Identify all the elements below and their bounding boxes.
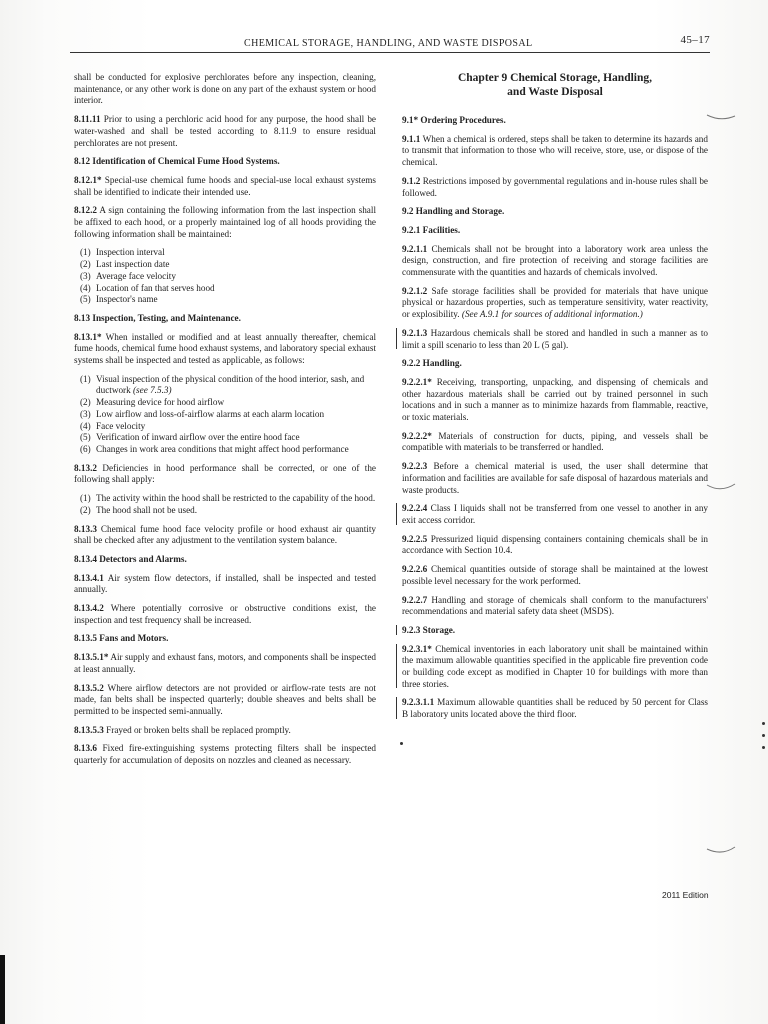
heading-8-12: 8.12 Identification of Chemical Fume Hood Systems. — [74, 156, 280, 167]
section-number: 9.2.2.4 — [402, 503, 428, 514]
section-number: 8.13.4.2 — [74, 603, 104, 614]
section-text: Materials of construction for ducts, piping, and vessels shall be compatible with materials to be transferred or handled. — [402, 430, 709, 453]
list-item — [74, 409, 376, 421]
section-number: 8.13.3 — [74, 523, 97, 534]
list-item-number: (5) — [80, 294, 91, 305]
section-8-13-5-3 — [74, 725, 376, 737]
section-text: Frayed or broken belts shall be replaced promptly. — [106, 724, 291, 735]
section-text: Chemical quantities outside of storage shall be maintained at the lowest possible level necessary for the work performed. — [402, 564, 708, 586]
section-text: Class I liquids shall not be transferred from one vessel to another in any exit access corridor. — [402, 503, 709, 525]
section-8-13-1 — [74, 332, 376, 367]
heading-9-1: 9.1* Ordering Procedures. — [402, 115, 506, 125]
list-item-number: (4) — [80, 282, 91, 293]
header-title: CHEMICAL STORAGE, HANDLING, AND WASTE DISPOSAL — [244, 38, 533, 49]
section-9-1-2 — [402, 176, 708, 199]
section-8-12-2 — [74, 205, 376, 240]
section-number: 8.13.6 — [74, 743, 97, 754]
list-item — [74, 493, 376, 505]
list-item-number: (2) — [80, 397, 91, 408]
section-9-2-2-5 — [402, 534, 708, 557]
list-item — [74, 421, 376, 433]
margin-dot — [400, 742, 403, 745]
section-number: 8.13.1* — [74, 331, 102, 342]
list-item — [74, 259, 376, 271]
section-8-11-11 — [74, 114, 376, 149]
section-number: 9.2.2.7 — [402, 594, 428, 605]
pencil-mark — [706, 845, 736, 855]
section-9-2-1-2 — [402, 286, 708, 321]
list-item-number: (3) — [80, 408, 91, 419]
section-text: A sign containing the following information from the last inspection shall be affixed to each hood, or a properly maintained log of all hoods providing the following information shall be maintained: — [74, 205, 376, 239]
heading-9-2-1: 9.2.1 Facilities. — [402, 224, 461, 235]
section-text: Receiving, transporting, unpacking, and dispensing of chemicals and other hazardous materials shall be carried out by trained personnel in such locations and in such a manner as to minimize hazards from flammable, reactive, or toxic materials. — [402, 376, 708, 423]
section-9-2-2-6 — [402, 564, 708, 587]
section-text: Maximum allowable quantities shall be reduced by 50 percent for Class B laboratory units located above the third floor. — [402, 697, 708, 720]
section-text: Hazardous chemicals shall be stored and handled in such a manner as to limit a spill scenario to less than 20 L (5 gal). — [402, 327, 708, 350]
section-number: 9.2.1.2 — [402, 285, 428, 296]
section-text: Fixed fire-extinguishing systems protecting filters shall be inspected quarterly for accumulation of deposits on nozzles and cleaned as necessary. — [74, 743, 376, 766]
heading-8-13-5: 8.13.5 Fans and Motors. — [74, 633, 169, 644]
list-item — [74, 444, 376, 456]
list-item — [74, 374, 376, 397]
section-9-1-1 — [402, 134, 708, 169]
list-item — [74, 271, 376, 283]
section-8-13-3 — [74, 524, 376, 547]
section-text: Pressurized liquid dispensing containers containing chemicals shall be in accordance with Section 10.4. — [402, 533, 708, 556]
list-item-number: (2) — [80, 259, 91, 270]
margin-dot — [762, 722, 765, 725]
section-8-13-5-1 — [74, 652, 376, 675]
binding-edge — [0, 955, 5, 1024]
section-text: Chemical fume hood face velocity profile or hood exhaust air quantity shall be checked after any adjustment to the ventilation system balance. — [74, 523, 376, 546]
list-item — [74, 247, 376, 259]
section-8-13-4-2 — [74, 603, 376, 626]
section-9-2-2-1 — [402, 377, 708, 424]
chapter-title-line: Chapter 9 Chemical Storage, Handling, — [457, 72, 652, 84]
list-item-text: Inspector's name — [96, 294, 158, 305]
list-item-text: Location of fan that serves hood — [96, 282, 215, 293]
section-number: 9.2.1.3 — [402, 327, 428, 338]
section-text: Safe storage facilities shall be provided for materials that have unique physical or hazardous properties, such as temperature sensitivity, water reactivity, or explosibility. — [402, 285, 708, 320]
section-number: 9.2.2.3 — [402, 461, 428, 472]
section-8-13-6 — [74, 743, 376, 766]
list-item-number: (2) — [80, 504, 91, 515]
section-8-12-1 — [74, 175, 376, 198]
section-number: 9.2.3.1* — [402, 643, 432, 654]
list-item-number: (5) — [80, 432, 91, 443]
section-9-2-1-3 — [402, 328, 708, 351]
section-text: Where potentially corrosive or obstructive conditions exist, the inspection and test frequency shall be increased. — [74, 603, 376, 625]
section-text: Prior to using a perchloric acid hood for any purpose, the hood shall be water-washed and shall be tested according to 8.11.9 to ensure residual perchlorates are not present. — [74, 114, 377, 148]
section-number: 9.2.2.5 — [402, 533, 428, 544]
section-number: 8.13.2 — [74, 462, 97, 473]
section-text: Before a chemical material is used, the user shall determine that information and facilities are available for safe disposal of hazardous materials and waste products. — [402, 461, 708, 495]
section-text: Chemical inventories in each laboratory unit shall be maintained within the maximum allowable quantities specified in the applicable fire prevention code or building code except as modified in Chapter 10 for buildings with more than three stories. — [402, 643, 709, 689]
section-text: Deficiencies in hood performance shall be corrected, or one of the following shall apply: — [74, 462, 377, 485]
right-column — [402, 72, 708, 728]
section-9-2-2-3 — [402, 461, 708, 496]
page-number: 45–17 — [680, 34, 710, 46]
section-8-13-5-2 — [74, 683, 376, 718]
list-item-text: Average face velocity — [96, 270, 176, 281]
edition-label: 2011 Edition — [662, 890, 709, 900]
list-item-text: Changes in work area conditions that might affect hood performance — [96, 443, 349, 454]
list-item-text: The hood shall not be used. — [96, 504, 198, 515]
section-text: When a chemical is ordered, steps shall be taken to determine its hazards and to transmit that information to those who will receive, store, use, or dispose of the chemical. — [402, 133, 708, 168]
section-text: Handling and storage of chemicals shall conform to the manufacturers' recommendations and material safety data sheet (MSDS). — [402, 594, 708, 617]
running-header — [70, 36, 710, 53]
section-number: 8.11.11 — [74, 114, 101, 125]
list-item-text: Measuring device for hood airflow — [96, 397, 225, 408]
list-item — [74, 283, 376, 295]
list-item — [74, 294, 376, 306]
list-item-text: Low airflow and loss-of-airflow alarms at each alarm location — [96, 408, 325, 419]
section-number: 8.13.5.3 — [74, 724, 104, 735]
section-number: 9.2.3.1.1 — [402, 697, 435, 708]
pencil-mark — [706, 112, 736, 122]
section-9-2-2-4 — [402, 503, 708, 526]
list-item-text: Visual inspection of the physical condition of the hood interior, sash, and ductwork — [96, 373, 365, 396]
left-column — [74, 72, 376, 774]
chapter-title-line: and Waste Disposal — [507, 85, 603, 98]
section-number: 8.13.5.1* — [74, 652, 109, 663]
section-number: 9.2.2.6 — [402, 564, 428, 575]
chapter-title — [402, 72, 708, 99]
section-9-2-2-2 — [402, 431, 708, 454]
section-8-13-4-1 — [74, 573, 376, 596]
section-text: Where airflow detectors are not provided or airflow-rate tests are not made, fan belts shall be inspected quarterly; double sheaves and belts shall be permitted to be inspected semi-annually. — [74, 682, 376, 716]
pencil-mark — [706, 482, 736, 492]
heading-8-13-4: 8.13.4 Detectors and Alarms. — [74, 553, 187, 564]
list-item-text: The activity within the hood shall be restricted to the capability of the hood. — [96, 493, 376, 504]
section-number: 9.1.1 — [402, 133, 421, 144]
margin-dot — [762, 734, 765, 737]
heading-9-2: 9.2 Handling and Storage. — [402, 206, 505, 217]
list-item-text: Verification of inward airflow over the entire hood face — [96, 432, 300, 443]
heading-8-13: 8.13 Inspection, Testing, and Maintenance. — [74, 312, 241, 323]
section-number: 8.12.1* — [74, 174, 102, 185]
section-9-2-1-1 — [402, 244, 708, 279]
cross-reference: (See A.9.1 for sources of additional information.) — [461, 309, 643, 320]
list-item-number: (3) — [80, 270, 91, 281]
margin-dot — [762, 746, 765, 749]
section-number: 8.13.4.1 — [74, 572, 104, 583]
section-text: Air system flow detectors, if installed, shall be inspected and tested annually. — [74, 572, 376, 595]
section-text: When installed or modified and at least annually thereafter, chemical fume hoods, chemical fume hood exhaust systems, and laboratory special exhaust systems shall be inspected and tested as applicable, as follows: — [74, 331, 376, 366]
section-number: 9.2.2.1* — [402, 376, 432, 387]
list-item-number: (6) — [80, 443, 91, 454]
list-8-13-1 — [74, 374, 376, 456]
list-item-number: (1) — [80, 493, 91, 504]
list-item-text: Face velocity — [96, 420, 146, 431]
section-9-2-2-7 — [402, 595, 708, 618]
list-8-13-2 — [74, 493, 376, 516]
list-item — [74, 432, 376, 444]
section-9-2-3-1-1 — [402, 697, 708, 720]
section-number: 9.2.1.1 — [402, 243, 428, 254]
list-8-12-2 — [74, 247, 376, 306]
list-item-number: (1) — [80, 373, 91, 384]
heading-9-2-2: 9.2.2 Handling. — [402, 358, 462, 369]
section-8-13-2 — [74, 463, 376, 486]
section-number: 9.2.2.2* — [402, 430, 432, 441]
section-9-2-3-1 — [402, 644, 708, 691]
section-number: 8.13.5.2 — [74, 682, 104, 693]
list-item — [74, 505, 376, 517]
section-number: 8.12.2 — [74, 205, 97, 216]
list-item-number: (1) — [80, 247, 91, 258]
section-text: Chemicals shall not be brought into a laboratory work area unless the design, construction, and fire protection of receiving and storage facilities are commensurate with the quantities and hazards of chemicals involved. — [402, 243, 709, 278]
heading-9-2-3: 9.2.3 Storage. — [402, 625, 708, 637]
paragraph: shall be conducted for explosive perchlorates before any inspection, cleaning, maintenance, or any other work is done on any part of the exhaust system or hood interior. — [74, 72, 376, 106]
list-item-text: Inspection interval — [96, 247, 165, 258]
list-item-number: (4) — [80, 420, 91, 431]
section-number: 9.1.2 — [402, 175, 421, 186]
section-text: Air supply and exhaust fans, motors, and components shall be inspected at least annually. — [74, 652, 376, 674]
list-item — [74, 397, 376, 409]
section-text: Restrictions imposed by governmental regulations and in-house rules shall be followed. — [402, 175, 708, 198]
list-item-text: Last inspection date — [96, 259, 170, 270]
cross-reference: (see 7.5.3) — [133, 385, 172, 396]
section-text: Special-use chemical fume hoods and special-use local exhaust systems shall be identified to indicate their intended use. — [74, 174, 377, 197]
